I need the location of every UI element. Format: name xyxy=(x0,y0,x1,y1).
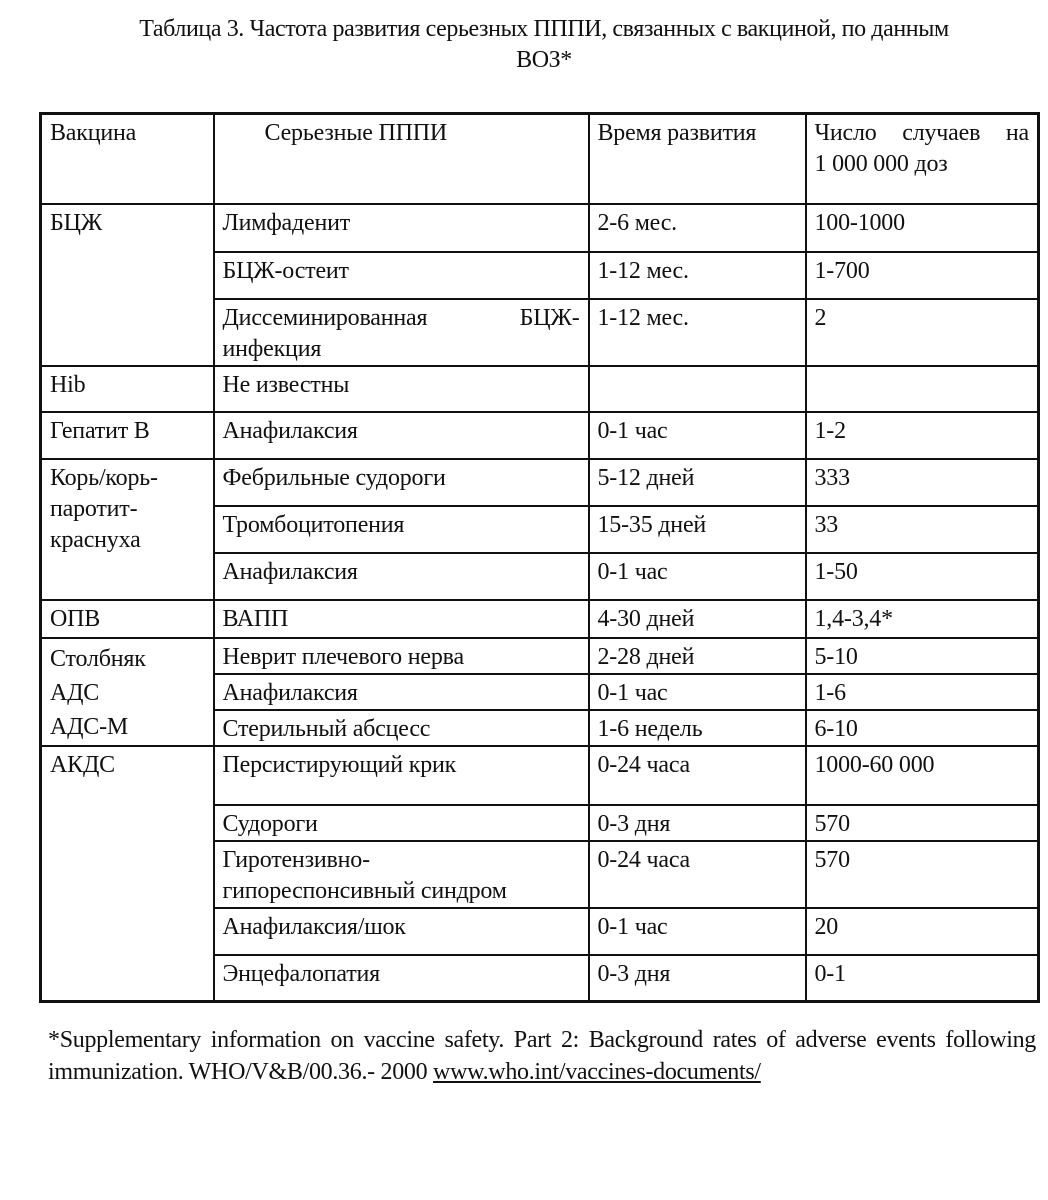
table-row xyxy=(41,412,1039,459)
rate-cell: 1-2 xyxy=(806,412,1039,459)
rate-cell: 1,4-3,4* xyxy=(806,600,1039,638)
header-reaction: Серьезные ПППИ xyxy=(214,114,589,204)
onset-cell: 2-6 мес. xyxy=(589,204,806,252)
onset-cell: 5-12 дней xyxy=(589,459,806,506)
vaccine-cell: Корь/корь- паротит- краснуха xyxy=(41,459,214,600)
reaction-cell: Тромбоцитопения xyxy=(214,506,589,553)
rate-cell: 1-50 xyxy=(806,553,1039,600)
reaction-cell: Энцефалопатия xyxy=(214,955,589,1002)
onset-cell: 1-6 недель xyxy=(589,710,806,746)
reaction-cell: Неврит плечевого нерва xyxy=(214,638,589,674)
reaction-cell: Персистирующий крик xyxy=(214,746,589,805)
rate-cell: 1-6 xyxy=(806,674,1039,710)
footnote xyxy=(48,1024,1036,1088)
table-row xyxy=(41,204,1039,252)
onset-cell: 0-1 час xyxy=(589,553,806,600)
reaction-cell: Судороги xyxy=(214,805,589,841)
rate-cell: 1000-60 000 xyxy=(806,746,1039,805)
reaction-cell: Не известны xyxy=(214,366,589,412)
caption-line-1: Таблица 3. Частота развития серьезных ПППИ, связанных с вакциной, по данным xyxy=(139,16,949,42)
reaction-cell: Стерильный абсцесс xyxy=(214,710,589,746)
onset-cell: 15-35 дней xyxy=(589,506,806,553)
header-rate: Число случаев на 1 000 000 доз xyxy=(806,114,1039,204)
reaction-cell: Диссеминированная БЦЖ- инфекция xyxy=(214,299,589,366)
reaction-cell: БЦЖ-остеит xyxy=(214,252,589,299)
vaccine-cell: Гепатит В xyxy=(41,412,214,459)
onset-cell: 0-1 час xyxy=(589,908,806,955)
table-caption xyxy=(40,14,1048,76)
rate-cell xyxy=(806,366,1039,412)
table-row xyxy=(41,366,1039,412)
onset-cell: 2-28 дней xyxy=(589,638,806,674)
rate-cell: 20 xyxy=(806,908,1039,955)
onset-cell xyxy=(589,366,806,412)
onset-cell: 0-1 час xyxy=(589,674,806,710)
reaction-cell: ВАПП xyxy=(214,600,589,638)
rate-cell: 33 xyxy=(806,506,1039,553)
header-onset: Время развития xyxy=(589,114,806,204)
reaction-cell: Анафилаксия xyxy=(214,553,589,600)
rate-cell: 2 xyxy=(806,299,1039,366)
table-row xyxy=(41,459,1039,506)
onset-cell: 0-1 час xyxy=(589,412,806,459)
vaccine-cell: Hib xyxy=(41,366,214,412)
reaction-cell: Анафилаксия/шок xyxy=(214,908,589,955)
onset-cell: 0-3 дня xyxy=(589,955,806,1002)
rate-cell: 570 xyxy=(806,841,1039,908)
vaccine-cell: ОПВ xyxy=(41,600,214,638)
rate-cell: 5-10 xyxy=(806,638,1039,674)
header-vaccine: Вакцина xyxy=(41,114,214,204)
vaccine-cell: БЦЖ xyxy=(41,204,214,366)
reaction-cell: Лимфаденит xyxy=(214,204,589,252)
rate-cell: 0-1 xyxy=(806,955,1039,1002)
onset-cell: 4-30 дней xyxy=(589,600,806,638)
footnote-text: *Supplementary information on vaccine safety. Part 2: Background rates of adverse events following immunization. WHO/V&B/00.36.- 2000 xyxy=(48,1027,1036,1085)
caption-line-2: ВОЗ* xyxy=(516,47,572,73)
onset-cell: 1-12 мес. xyxy=(589,252,806,299)
rate-cell: 1-700 xyxy=(806,252,1039,299)
reaction-cell: Гиротензивно- гипореспонсивный синдром xyxy=(214,841,589,908)
footnote-link[interactable]: www.who.int/vaccines-documents/ xyxy=(433,1059,761,1085)
reaction-cell: Анафилаксия xyxy=(214,674,589,710)
table-row xyxy=(41,746,1039,805)
rate-cell: 100-1000 xyxy=(806,204,1039,252)
header-row xyxy=(41,114,1039,204)
vaccine-adverse-events-table xyxy=(39,112,1040,1003)
table-row xyxy=(41,600,1039,638)
rate-cell: 333 xyxy=(806,459,1039,506)
vaccine-cell: Столбняк АДС АДС-М xyxy=(41,638,214,746)
rate-cell: 570 xyxy=(806,805,1039,841)
onset-cell: 0-3 дня xyxy=(589,805,806,841)
onset-cell: 0-24 часа xyxy=(589,746,806,805)
reaction-cell: Фебрильные судороги xyxy=(214,459,589,506)
onset-cell: 0-24 часа xyxy=(589,841,806,908)
table-row xyxy=(41,638,1039,674)
reaction-cell: Анафилаксия xyxy=(214,412,589,459)
onset-cell: 1-12 мес. xyxy=(589,299,806,366)
rate-cell: 6-10 xyxy=(806,710,1039,746)
vaccine-cell: АКДС xyxy=(41,746,214,1002)
